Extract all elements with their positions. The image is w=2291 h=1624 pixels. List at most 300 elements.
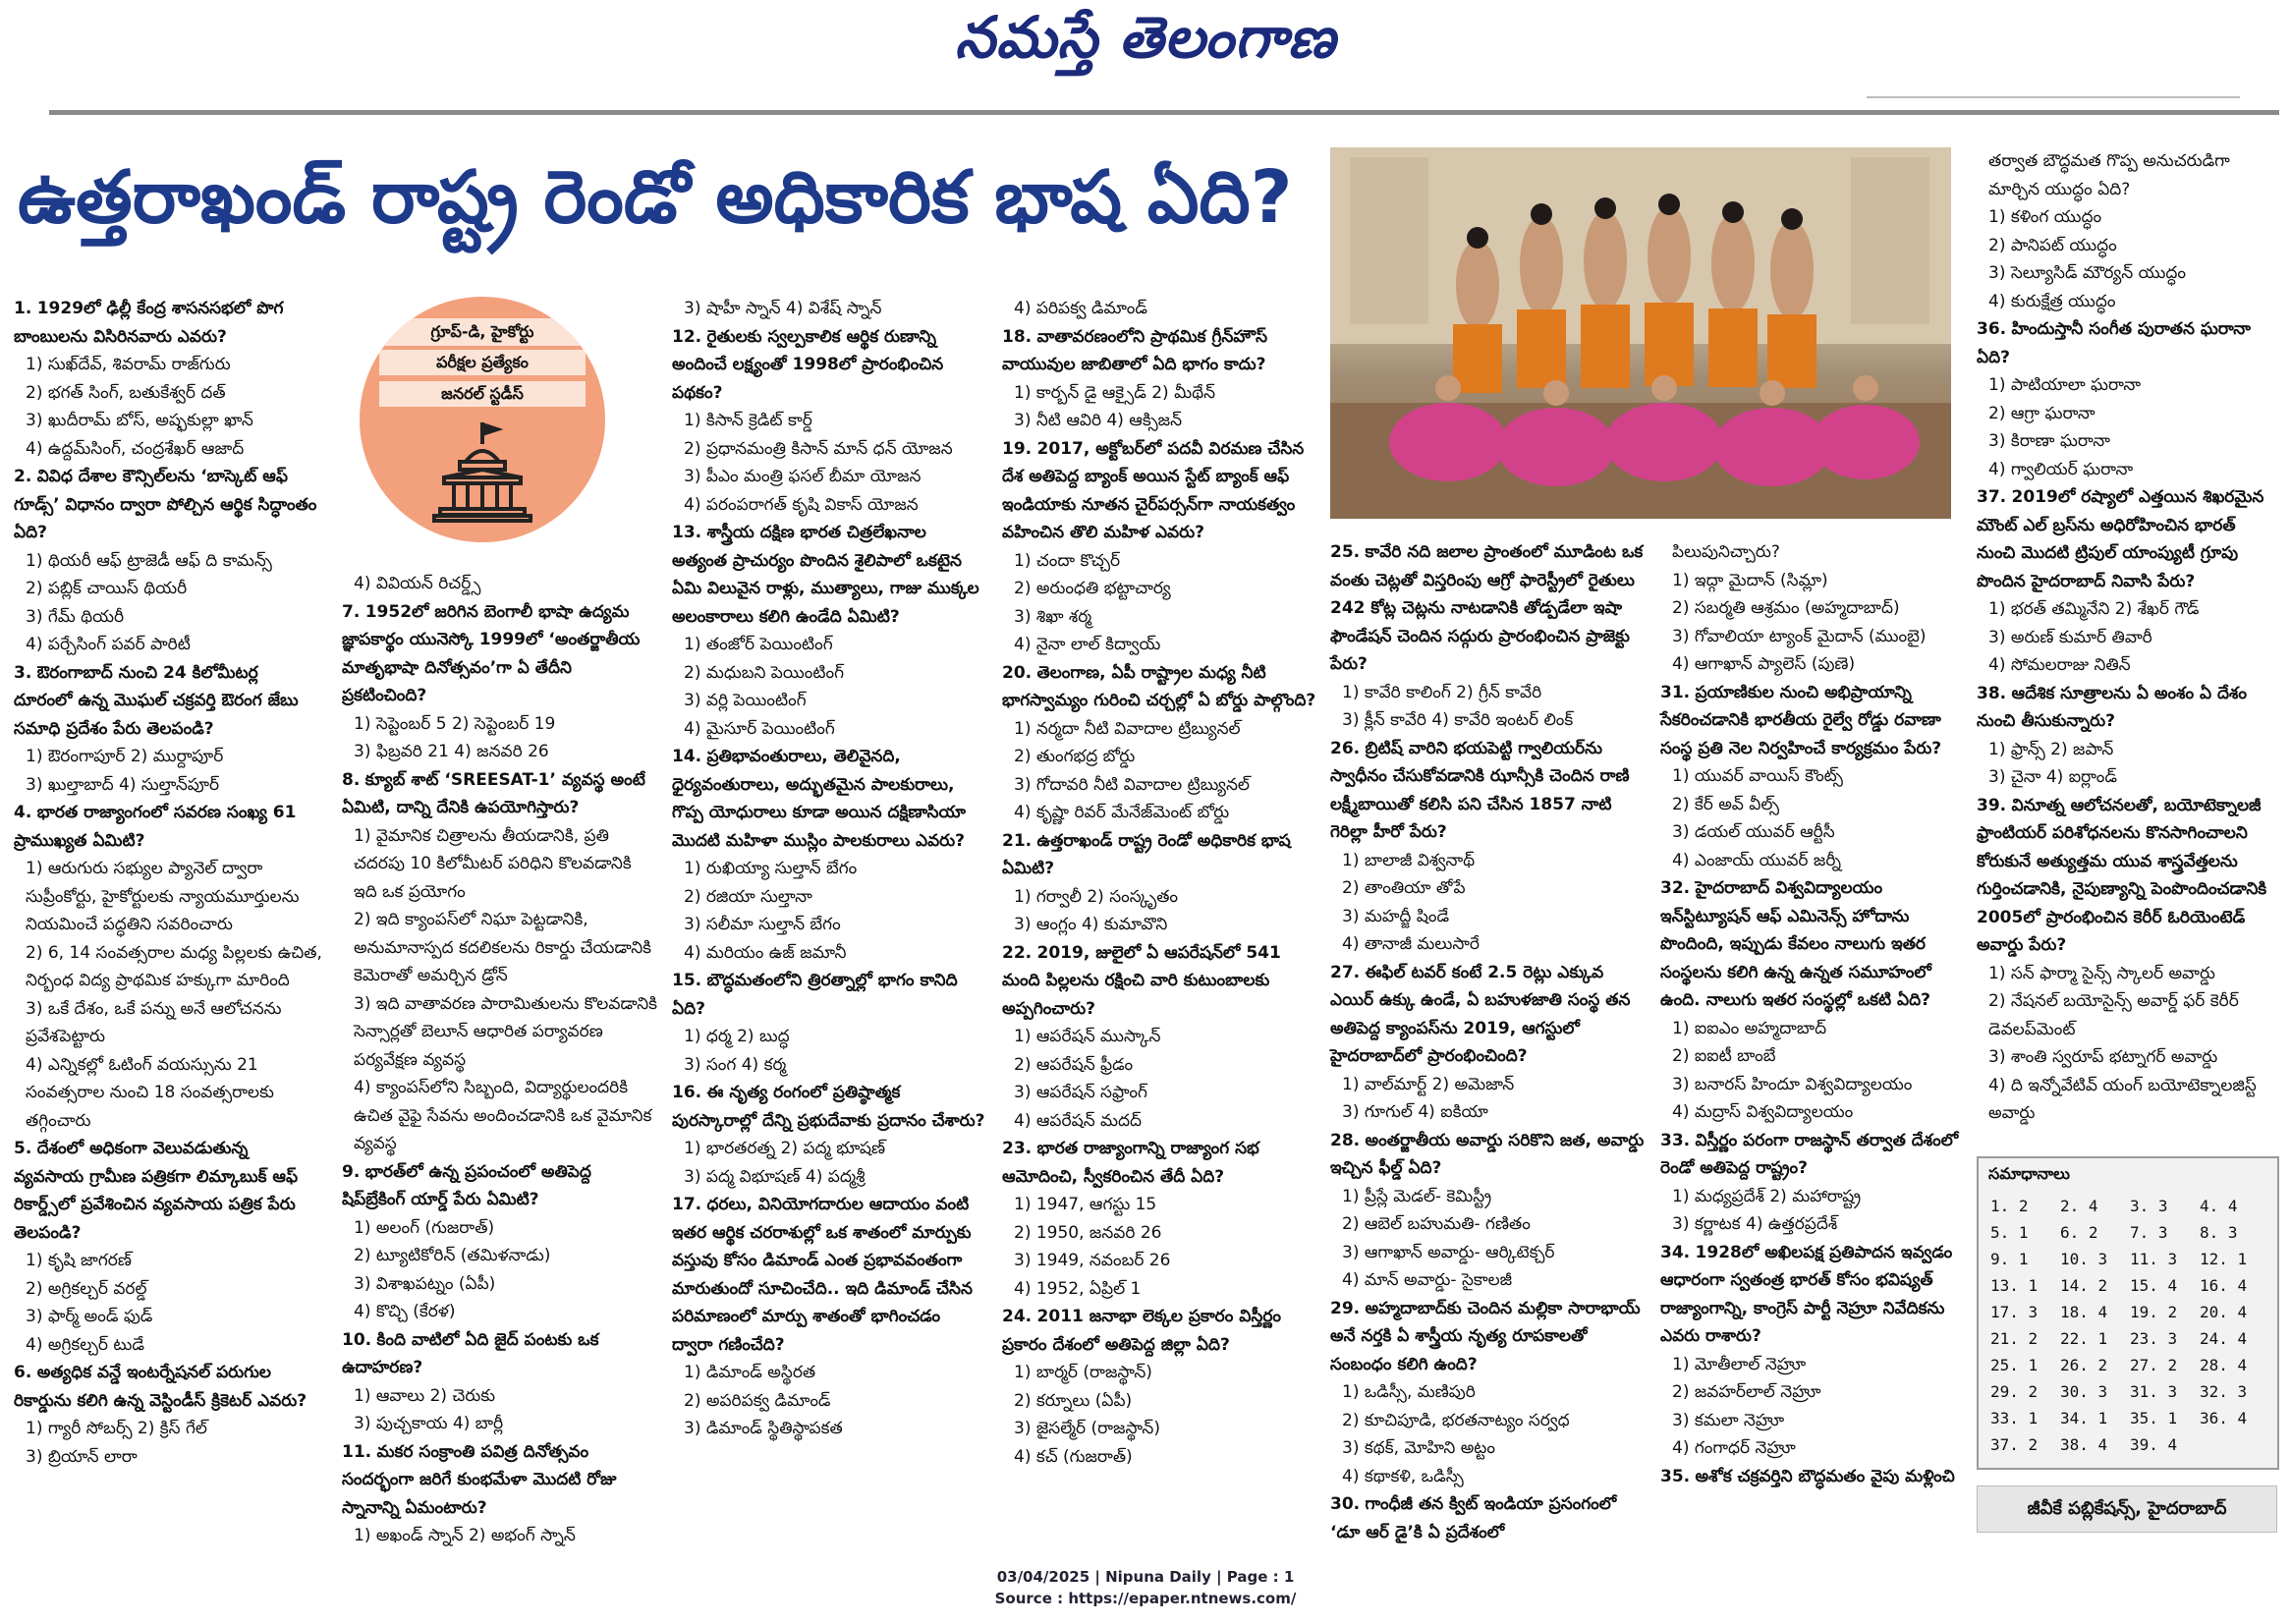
- answer-cell: 31. 3: [2130, 1382, 2178, 1401]
- answer-option: 3) ఫార్మ్ అండ్ ఫుడ్: [26, 1307, 153, 1326]
- answer-option: 3) ఆంగ్లం 4) కుమావొని: [1014, 915, 1168, 934]
- question-column: [14, 295, 322, 1471]
- answer-option: 3) 1949, నవంబర్ 26: [1014, 1251, 1171, 1270]
- question-number: 20.: [1002, 662, 1033, 683]
- answer-option: 4) కథాకళి, ఒడిస్సీ: [1342, 1466, 1464, 1486]
- answer-option: 1) సుఖ్‌దేవ్, శివరామ్ రాజ్‌గురు: [26, 355, 231, 374]
- answer-option: 1) రుఖియ్యా సుల్తాన్ బేగం: [684, 859, 858, 878]
- answer-cell: 19. 2: [2130, 1303, 2178, 1321]
- question-item: [1660, 1463, 1975, 1491]
- question-item: [1002, 1135, 1316, 1303]
- question-column: [1330, 538, 1645, 1546]
- question-number: 13.: [672, 523, 702, 542]
- question-text: భారత్‌లో ఉన్న ప్రపంచంలో అతిపెద్ద షిప్‌బ్రేకింగ్ యార్డ్ పేరు ఏమిటి?: [342, 1161, 591, 1209]
- answer-option: 1) అలంగ్ (గుజరాత్): [354, 1217, 495, 1238]
- question-number: 6.: [14, 1363, 32, 1382]
- answer-option: 1) సెప్టెంబర్ 5 2) సెప్టెంబర్ 19: [354, 713, 556, 734]
- question-item: [672, 519, 986, 743]
- question-number: 25.: [1330, 542, 1361, 562]
- question-item: [342, 1158, 658, 1326]
- answer-option: 2) కర్నూలు (ఏపీ): [1014, 1390, 1133, 1411]
- answer-option: 4) వివియన్ రిచర్డ్స్: [354, 574, 481, 593]
- answer-option: 1) ఆవాలు 2) చెరుకు: [354, 1385, 496, 1406]
- question-item: [14, 463, 322, 659]
- question-column: [1977, 147, 2275, 1128]
- answer-row: [1990, 1325, 2269, 1352]
- answer-option: 4) మైసూర్ పెయింటింగ్: [684, 718, 835, 739]
- answer-cell: 5. 1: [1990, 1223, 2029, 1242]
- question-item: [1002, 323, 1316, 435]
- question-item: [1002, 827, 1316, 939]
- badge-line-1: గ్రూప్-డి, హైకోర్టు: [379, 318, 586, 346]
- question-text: శాస్త్రీయ దక్షిణ భారత చిత్రలేఖనాల అత్యంత ప్రాచుర్యం పొందిన శైలిపాలో ఒకటైన ఏమి విలువైన రాళ్లు, ముత్యాలు, గాజు ముక్కల అలంకారాలు కలిగి ఉండేది ఏమిటి?: [672, 523, 979, 627]
- answer-option: 4) కృష్ణా రివర్ మేనేజ్‌మెంట్ బోర్డు: [1014, 803, 1230, 822]
- answer-row: [1990, 1405, 2269, 1431]
- question-number: 19.: [1002, 438, 1033, 459]
- answer-option: 4) పర్చేసింగ్ పవర్ పారిటీ: [26, 635, 191, 654]
- answer-option: 1) ఆపరేషన్ ముస్కాన్: [1014, 1027, 1161, 1046]
- answer-option: 1) తంజోర్ పెయింటింగ్: [684, 635, 833, 654]
- answer-option: 3) సెల్యూసిడ్ మౌర్యన్ యుద్ధం: [1988, 263, 2186, 283]
- answer-option: 3) గేమ్ థియరీ: [26, 606, 125, 627]
- answer-option: 2) నేషనల్ బయోసైన్స్ అవార్డ్ ఫర్ కెరీర్ డెవలప్‌మెంట్: [1988, 991, 2239, 1039]
- answer-option: 1) ఐఐఎం అహ్మదాబాద్: [1672, 1018, 1827, 1038]
- question-item: [1660, 1239, 1975, 1463]
- answer-cell: 12. 1: [2200, 1250, 2248, 1268]
- answer-option: 2) ఐఐటీ బాంబే: [1672, 1046, 1776, 1066]
- answer-key-title: సమాధానాలు: [1988, 1164, 2070, 1183]
- question-item: [672, 967, 986, 1079]
- question-text: అత్యధిక వన్డే ఇంటర్నేషనల్ పరుగుల రికార్డును కలిగి ఉన్న వెస్టిండీస్ క్రికెటర్ ఎవరు?: [14, 1363, 307, 1411]
- answer-cell: 38. 4: [2060, 1435, 2108, 1454]
- answer-option: 3) డిమాండ్ స్థితిస్థాపకత: [684, 1419, 843, 1438]
- answer-option: 2) అపరిపక్వ డిమాండ్: [684, 1390, 831, 1411]
- answer-cell: 34. 1: [2060, 1409, 2108, 1428]
- question-item: [672, 295, 986, 323]
- answer-option: 3) డయల్ యువర్ ఆర్టీసీ: [1672, 822, 1835, 842]
- answer-option: 3) శిఖా శర్మ: [1014, 606, 1092, 627]
- question-text: ఈ నృత్య రంగంలో ప్రతిష్ఠాత్మక పురస్కారాల్లో దేన్ని ప్రభుదేవాకు ప్రదానం చేశారు?: [672, 1083, 985, 1131]
- answer-cell: 32. 3: [2200, 1382, 2248, 1401]
- answer-option: 4) ఆపరేషన్ మదద్: [1014, 1110, 1143, 1131]
- answer-cell: 2. 4: [2060, 1197, 2098, 1215]
- question-number: 31.: [1660, 682, 1691, 702]
- question-item: [14, 295, 322, 463]
- question-text: కింది వాటిలో ఏది జైద్ పంటకు ఒక ఉదాహరణ?: [342, 1329, 599, 1377]
- question-item: [1002, 659, 1316, 827]
- answer-option: 2) భగత్ సింగ్, బతుకేశ్వర్ దత్: [26, 382, 226, 403]
- answer-option: 2) పబ్లిక్ చాయిస్ థియరీ: [26, 579, 188, 598]
- question-text: అహ్మదాబాద్‌కు చెందిన మల్లికా సారాభాయ్ అనే నర్తకి ఏ శాస్త్రీయ నృత్య రూపకాలతో సంబంధం కలిగి ఉంది?: [1330, 1298, 1641, 1374]
- answer-cell: 1. 2: [1990, 1197, 2029, 1215]
- question-item: [1660, 679, 1975, 875]
- question-number: 11.: [342, 1441, 372, 1462]
- answer-option: 1) ఇద్గా మైదాన్ (సిమ్లా): [1672, 570, 1828, 590]
- question-item: [14, 1359, 322, 1471]
- answer-option: 2) ఆపరేషన్ ఫ్రీడం: [1014, 1054, 1134, 1075]
- question-number: 18.: [1002, 326, 1033, 347]
- question-number: 33.: [1660, 1130, 1691, 1150]
- answer-cell: 28. 4: [2200, 1356, 2248, 1374]
- answer-option: 4) కొచ్చి (కేరళ): [354, 1302, 456, 1321]
- answer-cell: 23. 3: [2130, 1329, 2178, 1348]
- question-text: 2019, జులైలో ఏ ఆపరేషన్‌లో 541 మంది పిల్లలను రక్షించి వారి కుటుంబాలకు అప్పగించారు?: [1002, 942, 1281, 1019]
- answer-cell: 30. 3: [2060, 1382, 2108, 1401]
- answer-option: 2) 6, 14 సంవత్సరాల మధ్య పిల్లలకు ఉచిత, నిర్బంధ విద్య ప్రాథమిక హక్కుగా మారింది: [26, 942, 322, 990]
- answer-key-table: [1990, 1193, 2269, 1458]
- question-text: ఔరంగాబాద్ నుంచి 24 కిలోమీటర్ల దూరంలో ఉన్న మొఘల్ చక్రవర్తి ఔరంగ జేబు సమాధి ప్రదేశం పేరు తెలపండి?: [14, 662, 299, 739]
- answer-cell: 39. 4: [2130, 1435, 2178, 1454]
- question-item: [1330, 735, 1645, 959]
- answer-option: 2) మధుబని పెయింటింగ్: [684, 662, 845, 683]
- answer-option: 4) ఎన్నికల్లో ఓటింగ్ వయస్సును 21 సంవత్సరాల నుంచి 18 సంవత్సరాలకు తగ్గించారు: [26, 1054, 274, 1131]
- answer-option: 2) రజియా సుల్తానా: [684, 886, 812, 907]
- question-item: [14, 799, 322, 1135]
- answer-option: 3) కిరాణా ఘరానా: [1988, 431, 2110, 451]
- answer-option: 2) ఆబెల్ బహుమతి- గణితం: [1342, 1214, 1531, 1234]
- answer-row: [1990, 1219, 2269, 1246]
- question-number: 35.: [1660, 1466, 1691, 1486]
- question-item: [14, 659, 322, 800]
- question-text: కావేరి నది జలాల ప్రాంతంలో మూడింట ఒక వంతు చెట్లతో విస్తరింపు ఆగ్రో ఫారెస్ట్రీలో రైతులు 242 కోట్ల చెట్లను నాటడానికి తోడ్పడేలా ఇషా ఫౌండేషన్ చెందిన సద్గురు ప్రారంభించిన ప్రాజెక్టు పేరు?: [1330, 542, 1644, 674]
- answer-cell: 37. 2: [1990, 1435, 2039, 1454]
- answer-cell: 13. 1: [1990, 1276, 2039, 1295]
- answer-cell: 26. 2: [2060, 1356, 2108, 1374]
- headline: ఉత్తరాఖండ్ రాష్ట్ర రెండో అధికారిక భాష ఏది?: [18, 155, 1293, 240]
- answer-cell: 15. 4: [2130, 1276, 2178, 1295]
- question-text: 2011 జనాభా లెక్కల ప్రకారం విస్తీర్ణం ప్రకారం దేశంలో అతిపెద్ద జిల్లా ఏది?: [1002, 1307, 1282, 1355]
- question-text: ఈఫిల్ టవర్ కంటే 2.5 రెట్లు ఎక్కువ ఎయిర్ ఉక్కు ఉండే, ఏ బహుళజాతి సంస్థ తన అతిపెద్ద క్యాంపస్‌ను 2019, ఆగస్టులో హైదరాబాద్‌లో ప్రారంభించింది?: [1330, 962, 1631, 1066]
- answer-option: 3) గోవాలియా ట్యాంక్ మైదాన్ (ముంబై): [1672, 626, 1927, 646]
- answer-option: 4) ది ఇన్నోవేటివ్ యంగ్ బయోటెక్నాలజిస్ట్ అవార్డు: [1988, 1075, 2257, 1123]
- question-item: [1977, 315, 2275, 483]
- answer-option: 1) గర్వాలీ 2) సంస్కృతం: [1014, 886, 1179, 907]
- answer-option: 3) షాహీ స్నాన్ 4) విశేష్ స్నాన్: [684, 299, 882, 318]
- answer-option: 1) నర్మదా నీటి వివాదాల ట్రిబ్యునల్: [1014, 718, 1241, 739]
- answer-option: తర్వాత బౌద్ధమత గొప్ప అనుచరుడిగా మార్చిన యుద్ధం ఏది?: [1988, 151, 2230, 199]
- question-text: మకర సంక్రాంతి పవిత్ర దినోత్సవం సందర్భంగా జరిగే కుంభమేళా మొదటి రోజు స్నానాన్ని ఏమంటారు?: [342, 1441, 617, 1518]
- question-text: గాంధీజీ తన క్విట్ ఇండియా ప్రసంగంలో ‘డూ ఆర్ డై’కి ఏ ప్రదేశంలో: [1330, 1494, 1617, 1542]
- answer-option: 4) అగ్రికల్చర్ టుడే: [26, 1334, 144, 1355]
- question-number: 16.: [672, 1083, 702, 1102]
- question-item: [1977, 483, 2275, 680]
- question-text: హైదరాబాద్ విశ్వవిద్యాలయం ఇన్‌స్టిట్యూషన్ ఆఫ్ ఎమినెన్స్ హోదాను పొందింది, ఇప్పుడు కేవలం నాలుగు ఇతర సంస్థలను కలిగి ఉన్న ఉన్నత సమూహంలో ఉంది. నాలుగు ఇతర సంస్థల్లో ఒకటి ఏది?: [1660, 878, 1931, 1010]
- masthead-rule: [49, 110, 2279, 115]
- question-number: 21.: [1002, 830, 1033, 851]
- question-number: 24.: [1002, 1307, 1033, 1326]
- question-text: భారత రాజ్యాంగాన్ని రాజ్యాంగ సభ ఆమోదించి, స్వీకరించిన తేదీ ఏది?: [1002, 1139, 1259, 1187]
- answer-cell: 36. 4: [2200, 1409, 2248, 1428]
- answer-row: [1990, 1193, 2269, 1219]
- answer-row: [1990, 1246, 2269, 1272]
- publisher-credit: జీవీకే పబ్లికేషన్స్, హైదరాబాద్: [1977, 1485, 2277, 1533]
- question-text: క్యూబ్ శాట్ ‘SREESAT-1’ వ్యవస్థ అంటే ఏమిటి, దాన్ని దేనికి ఉపయోగిస్తారు?: [342, 769, 645, 817]
- badge-line-2: పరీక్షల ప్రత్యేకం: [379, 350, 586, 375]
- answer-option: 2) తాంతియా తోపే: [1342, 878, 1466, 898]
- footer: [0, 1566, 2291, 1609]
- answer-cell: 35. 1: [2130, 1409, 2178, 1428]
- question-text: 1928లో అఖిలపక్ష ప్రతిపాదన ఇవ్వడం ఆధారంగా స్వతంత్ర భారత్ కోసం భవిష్యత్ రాజ్యాంగాన్ని, కాంగ్రెస్ పార్టీ నెహ్రూ నివేదికను ఎవరు రాశారు?: [1660, 1242, 1953, 1346]
- question-item: [342, 570, 658, 598]
- answer-option: 1) కళింగ యుద్ధం: [1988, 207, 2102, 227]
- question-number: 30.: [1330, 1494, 1361, 1514]
- answer-option: 3) పుచ్చకాయ 4) బార్లీ: [354, 1414, 504, 1433]
- answer-option: 1) మోతీలాల్ నెహ్రూ: [1672, 1354, 1807, 1374]
- answer-cell: 29. 2: [1990, 1382, 2039, 1401]
- answer-option: 1) వాల్‌మార్ట్ 2) అమెజాన్: [1342, 1074, 1515, 1094]
- answer-option: 3) గూగుల్ 4) ఐకియా: [1342, 1102, 1488, 1122]
- answer-cell: 27. 2: [2130, 1356, 2178, 1374]
- question-item: [1977, 680, 2275, 792]
- question-item: [1660, 1127, 1975, 1239]
- question-number: 7.: [342, 601, 361, 622]
- question-number: 37.: [1977, 487, 2007, 507]
- answer-row: [1990, 1431, 2269, 1458]
- answer-cell: 14. 2: [2060, 1276, 2108, 1295]
- question-item: [342, 1438, 658, 1550]
- question-column: [342, 570, 658, 1550]
- question-number: 23.: [1002, 1139, 1033, 1158]
- answer-option: 4) ఆగాఖాన్ ప్యాలెస్ (పుణె): [1672, 654, 1856, 674]
- question-item: [1002, 435, 1316, 659]
- question-item: [1002, 295, 1316, 323]
- answer-option: 1) థియరీ ఆఫ్ ట్రాజెడీ ఆఫ్ ది కామన్స్: [26, 550, 272, 571]
- question-text: అశోక చక్రవర్తిని బౌద్ధమతం వైపు మళ్లించి: [1695, 1466, 1955, 1486]
- answer-option: 2) అగ్రికల్చర్ వరల్డ్: [26, 1278, 147, 1299]
- question-item: [1330, 1490, 1645, 1546]
- question-item: [342, 598, 658, 766]
- answer-option: 2) తుంగభద్ర బోర్డు: [1014, 747, 1136, 766]
- question-number: 38.: [1977, 683, 2007, 703]
- answer-option: 2) కేర్ అవ్ వీల్స్: [1672, 794, 1780, 814]
- question-item: [1660, 874, 1975, 1127]
- question-item: [1330, 538, 1645, 735]
- answer-option: 1) సన్ ఫార్మా సైన్స్ స్కాలర్ అవార్డు: [1988, 963, 2215, 983]
- question-number: 36.: [1977, 319, 2007, 339]
- answer-option: 4) సోమలరాజు నితిన్: [1988, 655, 2131, 675]
- building-icon: [430, 419, 534, 523]
- answer-option: 2) ప్రధానమంత్రి కిసాన్ మాన్ ధన్ యోజన: [684, 438, 953, 459]
- answer-option: 1) డిమాండ్ అస్థిరత: [684, 1363, 816, 1382]
- answer-option: పిలుపునిచ్చారు?: [1672, 542, 1780, 562]
- question-item: [1660, 538, 1975, 679]
- answer-option: 3) ఆగాఖాన్ అవార్డు- ఆర్కిటెక్చర్: [1342, 1242, 1555, 1262]
- answer-option: 3) విశాఖపట్నం (ఏపీ): [354, 1273, 496, 1294]
- answer-option: 4) మాన్ అవార్డు- సైకాలజీ: [1342, 1270, 1513, 1290]
- answer-cell: 6. 2: [2060, 1223, 2098, 1242]
- answer-option: 1) మధ్యప్రదేశ్ 2) మహారాష్ట్ర: [1672, 1186, 1862, 1206]
- question-text: వాతావరణంలోని ప్రాథమిక గ్రీన్‌హౌస్ వాయువుల జాబితాలో ఏది భాగం కాదు?: [1002, 326, 1268, 374]
- question-item: [1002, 939, 1316, 1136]
- question-text: హిందుస్తానీ సంగీత పురాతన ఘరానా ఏది?: [1977, 319, 2251, 367]
- answer-cell: [2200, 1431, 2269, 1458]
- answer-option: 3) మహద్జీ షిండే: [1342, 906, 1450, 926]
- question-number: 5.: [14, 1139, 32, 1158]
- footer-source-line: Source : https://epaper.ntnews.com/: [994, 1590, 1297, 1607]
- answer-option: 3) శాంతి స్వరూప్ భట్నాగర్ అవార్డు: [1988, 1047, 2218, 1067]
- question-number: 9.: [342, 1161, 361, 1182]
- answer-option: 1) పాటియాలా ఘరానా: [1988, 375, 2142, 395]
- question-number: 17.: [672, 1195, 702, 1214]
- masthead-rule-thin: [1867, 96, 2240, 98]
- question-number: 39.: [1977, 795, 2007, 815]
- answer-cell: 7. 3: [2130, 1223, 2168, 1242]
- answer-option: 3) కథక్, మోహిని అట్టం: [1342, 1438, 1496, 1458]
- question-text: ఆదేశిక సూత్రాలను ఏ అంశం ఏ దేశం నుంచి తీసుకున్నారు?: [1977, 683, 2247, 731]
- question-number: 15.: [672, 971, 702, 990]
- question-text: 2017, అక్టోబర్‌లో పదవీ విరమణ చేసిన దేశ అతిపెద్ద బ్యాంక్ అయిన స్టేట్ బ్యాంక్ ఆఫ్ ఇండియాకు నూతన చైర్‌పర్సన్‌గా నాయకత్వం వహించిన తొలి మహిళ ఎవరు?: [1002, 438, 1305, 542]
- question-number: 26.: [1330, 738, 1361, 758]
- answer-cell: 16. 4: [2200, 1276, 2248, 1295]
- question-item: [672, 323, 986, 520]
- answer-option: 2) కూచిపూడి, భరతనాట్యం సర్వధ: [1342, 1410, 1570, 1430]
- question-text: ప్రతిభావంతురాలు, తెలివైనది, ధైర్యవంతురాలు, అద్భుతమైన పాలకురాలు, గొప్ప యోధురాలు కూడా అయిన దక్షిణాసియా మొదటి మహిళా ముస్లిం పాలకురాలు ఎవరు?: [672, 747, 966, 851]
- answer-option: 1) కిసాన్ క్రెడిట్ కార్డ్: [684, 411, 812, 430]
- answer-option: 4) పరంపరాగత్ కృషి వికాస్ యోజన: [684, 494, 919, 515]
- answer-option: 3) కమలా నెహ్రూ: [1672, 1410, 1785, 1430]
- question-item: [342, 1326, 658, 1438]
- answer-row: [1990, 1272, 2269, 1299]
- answer-option: 2) సబర్మతి ఆశ్రమం (అహ్మదాబాద్): [1672, 598, 1900, 618]
- answer-option: 1) చందా కొచ్చర్: [1014, 550, 1121, 571]
- answer-option: 1) ఫ్రాన్స్ 2) జపాన్: [1988, 739, 2114, 759]
- question-text: వివిధ దేశాల కౌన్సిల్‌లను ‘బాస్కెట్ ఆఫ్ గూడ్స్’ విధానం ద్వారా పోల్చిన ఆర్థిక సిద్ధాంతం ఏది?: [14, 467, 317, 542]
- question-text: 1952లో జరిగిన బెంగాలీ భాషా ఉద్యమ జ్ఞాపకార్థం యునెస్కో 1999లో ‘అంతర్జాతీయ మాతృభాషా దినోత్సవం’గా ఏ తేదీని ప్రకటించింది?: [342, 601, 641, 705]
- answer-option: 2) ఆగ్రా ఘరానా: [1988, 403, 2095, 423]
- answer-key: [1977, 1156, 2279, 1470]
- dancers-illustration: [1330, 147, 1951, 519]
- question-text: తెలంగాణ, ఏపీ రాష్ట్రాల మధ్య నీటి భాగస్వామ్యం గురించి చర్చల్లో ఏ బోర్డు పాల్గొంది?: [1002, 662, 1316, 710]
- question-number: 22.: [1002, 942, 1033, 963]
- answer-option: 4) మరియం ఉజ్ జమానీ: [684, 942, 847, 963]
- question-item: [1002, 1303, 1316, 1471]
- answer-option: 2) 1950, జనవరి 26: [1014, 1222, 1162, 1243]
- question-number: 3.: [14, 662, 32, 683]
- answer-cell: 20. 4: [2200, 1303, 2248, 1321]
- answer-option: 2) పానిపట్ యుద్ధం: [1988, 235, 2117, 255]
- answer-option: 3) ఆపరేషన్ సఫ్రాంగ్: [1014, 1083, 1147, 1102]
- footer-date-line: 03/04/2025 | Nipuna Daily | Page : 1: [996, 1568, 1295, 1586]
- answer-row: [1990, 1378, 2269, 1405]
- answer-option: 1) కావేరి కాలింగ్ 2) గ్రీన్ కావేరి: [1342, 682, 1542, 702]
- question-text: ధరలు, వినియోగదారుల ఆదాయం వంటి ఇతర ఆర్థిక చరరాశుల్లో ఒక శాతంలో మార్పుకు వస్తువు కోసం డిమాండ్ ఎంత ప్రభావవంతంగా మారుతుందో సూచించేది.. ఇది డిమాండ్ చేసిన పరిమాణంలో మార్పు శాతంతో భాగించడం ద్వారా గణించేది?: [672, 1195, 973, 1355]
- answer-option: 1) ఆరుగురు సభ్యుల ప్యానెల్ ద్వారా సుప్రీంకోర్టు, హైకోర్టులకు న్యాయమూర్తులను నియమించే పద్ధతిని సవరించారు: [26, 859, 300, 934]
- answer-option: 3) బ్రియాన్ లారా: [26, 1446, 138, 1467]
- answer-option: 3) అరుణ్ కుమార్ తివారీ: [1988, 627, 2152, 647]
- question-text: 1929లో ఢిల్లీ కేంద్ర శాసనసభలో పొగ బాంబులను విసిరినవారు ఎవరు?: [14, 299, 284, 347]
- question-number: 29.: [1330, 1298, 1361, 1318]
- question-number: 4.: [14, 803, 32, 822]
- answer-cell: 8. 3: [2200, 1223, 2238, 1242]
- question-column: [672, 295, 986, 1443]
- question-number: 32.: [1660, 878, 1691, 898]
- answer-option: 3) గోదావరి నీటి వివాదాల ట్రిబ్యునల్: [1014, 774, 1250, 795]
- answer-option: 4) గ్వాలియర్ ఘరానా: [1988, 459, 2134, 479]
- answer-cell: 21. 2: [1990, 1329, 2039, 1348]
- question-item: [1330, 959, 1645, 1127]
- answer-option: 2) ట్యూటికోరిన్ (తమిళనాడు): [354, 1246, 551, 1265]
- question-column: [1660, 538, 1975, 1490]
- answer-option: 1) భరత్ తమ్మినేని 2) శేఖర్ గౌడ్: [1988, 599, 2200, 619]
- answer-option: 3) బనారస్ హిందూ విశ్వవిద్యాలయం: [1672, 1074, 1913, 1094]
- question-text: భారత రాజ్యాంగంలో సవరణ సంఖ్య 61 ప్రాముఖ్యత ఏమిటి?: [14, 803, 297, 851]
- answer-option: 1) ఔరంగాపూర్ 2) ముర్దాపూర్: [26, 747, 224, 766]
- question-number: 27.: [1330, 962, 1361, 982]
- badge-line-3: జనరల్ స్టడీస్: [379, 381, 586, 407]
- question-number: 1.: [14, 299, 32, 318]
- answer-option: 3) కర్ణాటక 4) ఉత్తరప్రదేశ్: [1672, 1214, 1838, 1234]
- answer-cell: 33. 1: [1990, 1409, 2039, 1428]
- answer-option: 4) పరిపక్వ డిమాండ్: [1014, 299, 1147, 318]
- answer-option: 2) జవహర్‌లాల్ నెహ్రూ: [1672, 1382, 1821, 1402]
- answer-option: 3) పద్మ విభూషణ్ 4) పద్మశ్రీ: [684, 1166, 866, 1187]
- answer-row: [1990, 1299, 2269, 1325]
- question-number: 14.: [672, 747, 702, 766]
- answer-option: 1) ప్రీస్లే మెడల్- కెమిస్ట్రీ: [1342, 1186, 1492, 1206]
- answer-row: [1990, 1352, 2269, 1378]
- answer-option: 3) ఒకే దేశం, ఒకే పన్ను అనే ఆలోచనను ప్రవేశపెట్టారు: [26, 998, 282, 1046]
- answer-cell: 24. 4: [2200, 1329, 2248, 1348]
- answer-option: 1) కార్బన్ డై ఆక్సైడ్ 2) మీథేన్: [1014, 382, 1216, 403]
- answer-cell: 11. 3: [2130, 1250, 2178, 1268]
- question-item: [672, 743, 986, 967]
- question-item: [342, 766, 658, 1158]
- dancers-photo: [1330, 147, 1951, 519]
- answer-option: 2) ఇది క్యాంపస్‌లో నిఘా పెట్టడానికి, అనుమానాస్పద కదలికలను రికార్డు చేయడానికి కెమెరాతో అమర్చిన డ్రోన్: [354, 910, 652, 985]
- question-number: 12.: [672, 326, 702, 347]
- question-item: [672, 1079, 986, 1191]
- answer-cell: 9. 1: [1990, 1250, 2029, 1268]
- answer-option: 4) 1952, ఏప్రిల్ 1: [1014, 1278, 1142, 1299]
- answer-option: 1) యువర్ వాయిస్ కౌంట్స్: [1672, 766, 1843, 786]
- answer-option: 3) వర్లి పెయింటింగ్: [684, 691, 807, 710]
- question-number: 2.: [14, 467, 32, 486]
- answer-cell: 22. 1: [2060, 1329, 2108, 1348]
- question-item: [14, 1135, 322, 1359]
- answer-option: 1) వైమానిక చిత్రాలను తీయడానికి, ప్రతి చదరపు 10 కిలోమీటర్ పరిధిని కొలవడానికి ఇది ఒక ప్రయోగం: [354, 825, 632, 902]
- answer-option: 1) 1947, ఆగస్టు 15: [1014, 1195, 1157, 1214]
- question-number: 8.: [342, 769, 361, 790]
- question-item: [1977, 147, 2275, 315]
- answer-option: 3) ఖుదీరామ్ బోస్, అష్ఫకుల్లా ఖాన్: [26, 411, 253, 430]
- answer-option: 4) ఎంజాయ్ యువర్ జర్నీ: [1672, 850, 1841, 870]
- question-text: దేశంలో అధికంగా వెలువడుతున్న వ్యవసాయ గ్రామీణ పత్రికగా లిమ్కాబుక్ ఆఫ్ రికార్డ్స్‌లో ప్రవేశించిన వ్యవసాయ పత్రిక పేరు తెలపండి?: [14, 1139, 299, 1243]
- answer-cell: 25. 1: [1990, 1356, 2039, 1374]
- answer-option: 2) అరుంధతి భట్టాచార్య: [1014, 579, 1171, 598]
- answer-option: 4) క్యాంపస్‌లోని సిబ్బంది, విద్యార్థులందరికి ఉచిత వైఫై సేవను అందించడానికి ఒక వైమానిక వ్యవస్థ: [354, 1078, 652, 1153]
- answer-option: 1) బాలాజీ విశ్వనాథ్: [1342, 850, 1476, 870]
- answer-option: 4) కురుక్షేత్ర యుద్ధం: [1988, 291, 2116, 311]
- answer-option: 4) ఉద్దమ్‌సింగ్, చంద్రశేఖర్ ఆజాద్: [26, 438, 245, 459]
- answer-option: 4) నైనా లాల్ కిద్వాయ్: [1014, 635, 1161, 654]
- answer-option: 3) సలీమా సుల్తాన్ బేగం: [684, 915, 841, 934]
- answer-cell: 4. 4: [2200, 1197, 2238, 1215]
- question-text: బ్రిటిష్ వారిని భయపెట్టి గ్వాలియర్‌ను స్వాధీనం చేసుకోవడానికి ఝాన్సీకి చెందిన రాణి లక్ష్మీబాయితో కలిసి పని చేసిన 1857 నాటి గెరిల్లా హీరో పేరు?: [1330, 738, 1630, 842]
- answer-option: 3) నీటి ఆవిరి 4) ఆక్సిజన్: [1014, 411, 1183, 430]
- answer-option: 3) ఇది వాతావరణ పారామితులను కొలవడానికి సెన్సార్లతో బెలూన్ ఆధారిత పర్యావరణ పర్యవేక్షణ వ్యవస్థ: [354, 993, 658, 1070]
- answer-option: 3) ఫిబ్రవరి 21 4) జనవరి 26: [354, 742, 549, 761]
- question-text: విస్తీర్ణం పరంగా రాజస్థాన్ తర్వాత దేశంలో రెండో అతిపెద్ద రాష్ట్రం?: [1660, 1130, 1959, 1178]
- question-text: రైతులకు స్వల్పకాలిక ఆర్థిక రుణాన్ని అందించే లక్ష్యంతో 1998లో ప్రారంభించిన పథకం?: [672, 326, 944, 403]
- question-text: 2019లో రష్యాలో ఎత్తయిన శిఖరమైన మౌంట్ ఎల్ బ్రస్‌ను అధిరోహించిన భారత్ నుంచి మొదటి ట్రిపుల్ యాంప్యుటీ గ్రూపు పొందిన హైదరాబాద్ నివాసి పేరు?: [1977, 487, 2264, 591]
- question-number: 28.: [1330, 1130, 1361, 1150]
- answer-option: 3) చైనా 4) ఐర్లాండ్: [1988, 767, 2117, 787]
- question-column: [1002, 295, 1316, 1471]
- answer-option: 3) సంగ 4) కర్మ: [684, 1054, 787, 1075]
- answer-option: 3) ఖుల్తాబాద్ 4) సుల్తాన్‌పూర్: [26, 774, 220, 795]
- question-text: అంతర్జాతీయ అవార్డు సరికొని జత, అవార్డు ఇచ్చిన ఫీల్డ్ ఏది?: [1330, 1130, 1645, 1178]
- question-text: బౌద్ధమతంలోని త్రిరత్నాల్లో భాగం కానిది ఏది?: [672, 971, 958, 1019]
